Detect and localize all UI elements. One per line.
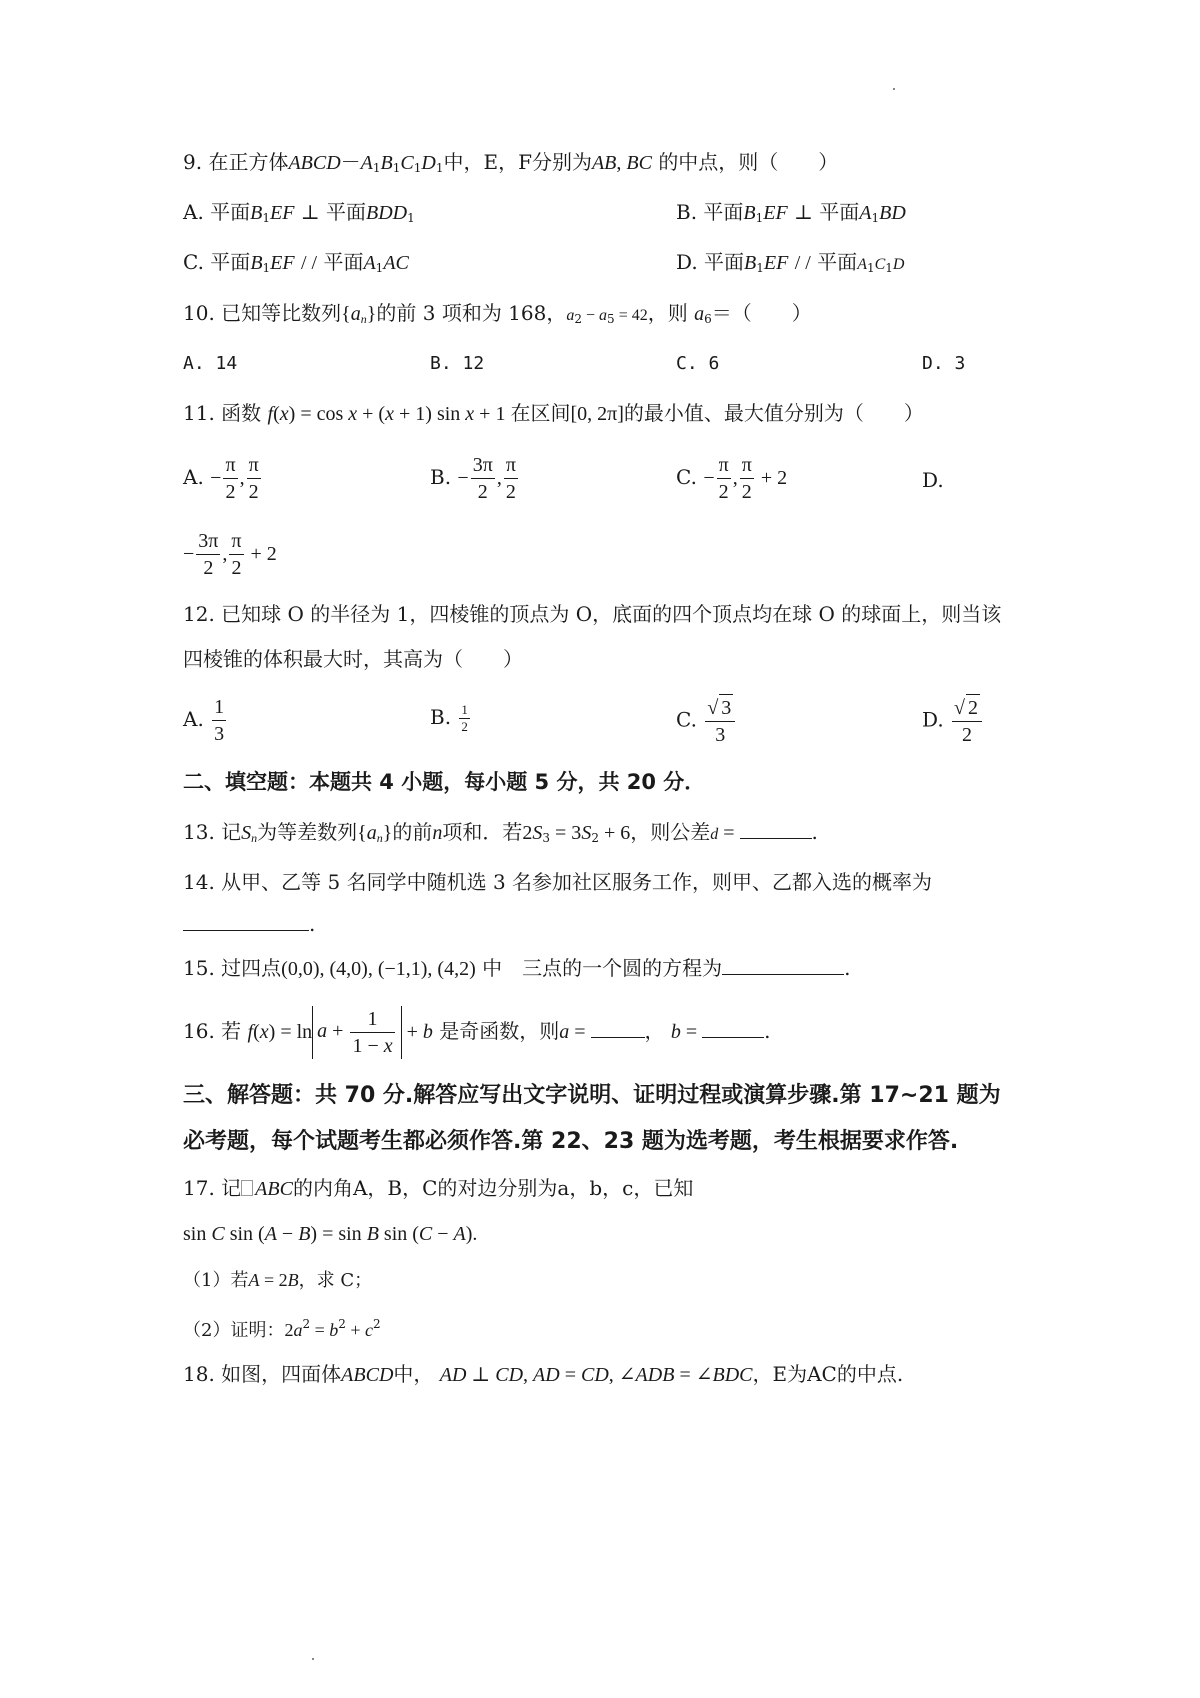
q14-stem: 14. 从甲、乙等 5 名同学中随机选 3 名参加社区服务工作，则甲、乙都入选的概率为: [183, 870, 933, 894]
q11-option-d-label: D.: [922, 468, 944, 492]
q11-stem: 11. 函数 f(x) = cos x + (x + 1) sin x + 1 在区间[0, 2π]的最小值、最大值分别为（ ）: [183, 401, 924, 425]
triangle-icon: [241, 1180, 253, 1196]
q12-option-d: D. $\frac{√ 2}{2}$: [922, 694, 984, 748]
q11-option-d-value: − $\frac{3\pi}{2}$ , $\frac{\pi}{2}$ + 2: [183, 530, 277, 579]
q9-option-c: C. 平面$B_1EF$ / / 平面$A_1AC$: [183, 250, 409, 275]
q12-option-c: C. $\frac{√ 3}{3}$: [676, 694, 737, 748]
q10-option-d: D. 3: [922, 353, 966, 374]
q10-option-a: A. 14: [183, 353, 238, 374]
q11-option-c: C. − $\frac{\pi}{2}$ , $\frac{\pi}{2}$ + 2: [676, 454, 788, 503]
q17-stem: 17. 记 ABC的内角A，B，C的对边分别为a，b，c，已知: [183, 1176, 694, 1200]
q10-stem: 10. 已知等比数列$\{a_n\}$的前 3 项和为 168，$a_2 - a_5 = 42$，则 $a_6=$（ ）: [183, 301, 812, 326]
q17-condition: sin C sin (A − B) = sin B sin (C − A).: [183, 1223, 478, 1245]
q9-stem: 9. 在正方体$ABCD-A_1B_1C_1D_1$中，E，F分别为AB, BC 的中点，则（ ）: [183, 150, 839, 175]
section-2-heading: 二、填空题：本题共 4 小题，每小题 5 分，共 20 分．: [183, 770, 706, 794]
scan-speck: [893, 88, 895, 90]
q16-answer-a-blank[interactable]: [591, 1037, 645, 1038]
q9-option-b: B. 平面$B_1EF$ ⊥ 平面$A_1BD$: [676, 200, 906, 225]
q12-option-a: A. $\frac{1}{3}$: [183, 696, 225, 745]
q12-stem-line2: 四棱锥的体积最大时，其高为（ ）: [183, 647, 523, 671]
q9-option-d: D. 平面$B_1EF$ / / 平面$A_1C_1D$: [676, 250, 905, 275]
q9-option-a: A. 平面$B_1EF$ ⊥ 平面$BDD_1$: [183, 200, 415, 225]
q16-stem: 16. 若 f(x) = ln a + $\frac{1}{1 - x}$ + b 是奇函数，则a = ， b = .: [183, 1008, 771, 1057]
q11-option-a: A. − $\frac{\pi}{2}$ , $\frac{\pi}{2}$: [183, 454, 259, 503]
q16-answer-b-blank[interactable]: [702, 1037, 764, 1038]
q18-stem: 18. 如图，四面体ABCD中， AD ⊥ CD, AD = CD, ∠ADB = ∠BDC，E为AC的中点.: [183, 1362, 904, 1386]
q17-part1: （1）若A = 2B，求 C；: [183, 1270, 373, 1291]
q15-stem: 15. 过四点(0,0), (4,0), (−1,1), (4,2) 中 三点的一个圆的方程为 .: [183, 956, 851, 980]
q13-stem: 13. 记$S_n$为等差数列$\{a_n\}$的前n项和．若$2S_3 = 3S_2 + 6$，则公差d = .: [183, 820, 818, 845]
q12-stem-line1: 12. 已知球 O 的半径为 1，四棱锥的顶点为 O，底面的四个顶点均在球 O 的球面上，则当该: [183, 602, 1002, 626]
q15-answer-blank[interactable]: [722, 974, 844, 975]
scan-speck: [312, 1658, 314, 1660]
q14-answer-blank[interactable]: [183, 930, 309, 931]
q10-option-b: B. 12: [430, 353, 485, 374]
q12-option-b: B. $\frac{1}{2}$: [430, 702, 468, 734]
q17-part2: （2）证明：$2a^2 = b^2 + c^2$: [183, 1317, 381, 1341]
section-3-heading-line2: 必考题，每个试题考生都必须作答.第 22、23 题为选考题，考生根据要求作答.: [183, 1129, 959, 1154]
q13-answer-blank[interactable]: [740, 838, 812, 839]
q14-answer-line: .: [183, 910, 315, 938]
q11-option-b: B. − $\frac{3\pi}{2}$ , $\frac{\pi}{2}$: [430, 454, 516, 503]
section-3-heading-line1: 三、解答题：共 70 分.解答应写出文字说明、证明过程或演算步骤.第 17~21 题为: [183, 1083, 1001, 1108]
q10-option-c: C. 6: [676, 353, 720, 374]
